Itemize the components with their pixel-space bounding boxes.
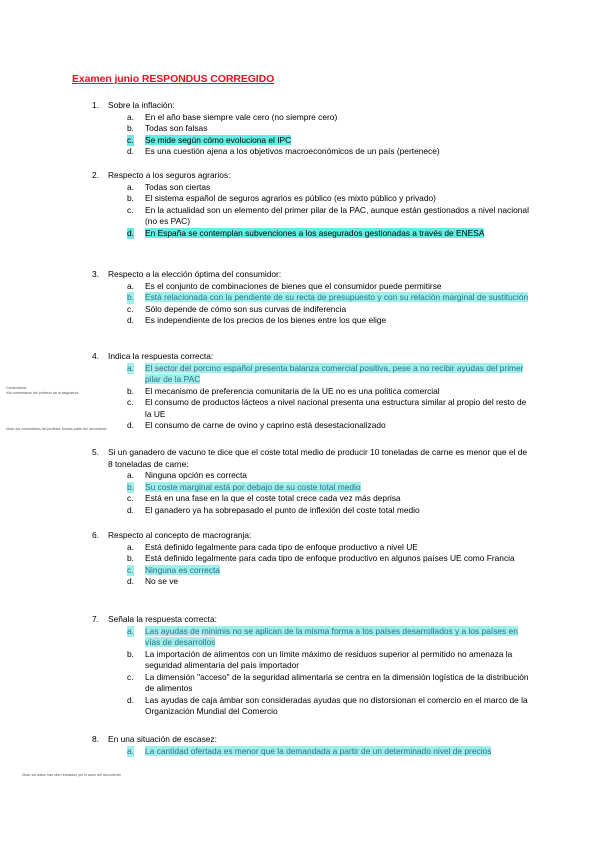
option (92, 505, 529, 517)
option-correct (92, 135, 529, 147)
option (92, 493, 529, 505)
side-comment-title: Comentarios (6, 386, 27, 390)
option-text: Se mide según cómo evoluciona el IPC (145, 134, 292, 145)
option (92, 386, 529, 398)
option-text: La cantidad ofertada es menor que la demandada a partir de un determinado nivel de precios (145, 745, 492, 756)
question-text: Sobre la inflación: (108, 100, 175, 110)
option-correct (92, 228, 529, 240)
option (92, 695, 529, 718)
option-text: El ganadero ya ha sobrepasado el punto de inflexión del coste total medio (145, 504, 420, 515)
option-letter: b. (127, 648, 134, 659)
option (92, 193, 529, 205)
option-text: Está definido legalmente para cada tipo de enfoque productivo a nivel UE (145, 541, 418, 552)
question-number: 7. (92, 614, 99, 624)
option-text: La dimensión "acceso" de la seguridad alimentaria se centra en la dimensión logística de la distribución de alimentos (145, 671, 529, 693)
option (92, 672, 529, 695)
option-list (92, 363, 532, 432)
side-comment-2-body: Nota: los comentarios del profesor forman parte del documento (6, 427, 107, 431)
option (92, 553, 529, 565)
option-list (92, 182, 532, 240)
option-list (92, 746, 532, 758)
option-list (92, 542, 532, 588)
question-1 (92, 100, 532, 158)
footnote: Nota: los datos han sido revisados por el autor del documento (22, 773, 121, 777)
question-8 (92, 734, 532, 757)
option (92, 112, 529, 124)
option (92, 420, 529, 432)
question-6 (92, 530, 532, 588)
option-list (92, 626, 532, 718)
option-letter: c. (127, 493, 134, 503)
option-letter: b. (127, 481, 134, 492)
option-text: En la actualidad son un elemento del primer pilar de la PAC, aunque están gestionados a nivel nacional (no es PAC) (145, 204, 529, 226)
option-correct (92, 292, 529, 304)
option-correct (92, 626, 529, 649)
option-text: Ninguna es correcta (145, 564, 220, 575)
option-correct (92, 746, 529, 758)
option-text: La importación de alimentos con un límite máximo de residuos superior al permitido no amenaza la seguridad alimentaria del país importador (145, 648, 513, 670)
option-letter: c. (127, 671, 134, 682)
option-letter: b. (127, 553, 134, 563)
question-3 (92, 269, 532, 327)
option-list (92, 112, 532, 158)
option-letter: a. (127, 280, 134, 291)
question-4 (92, 351, 532, 432)
option (92, 123, 529, 135)
option-letter: d. (127, 576, 134, 586)
option-letter: c. (127, 303, 134, 314)
option-text: El sector del porcino español presenta balanza comercial positiva, pese a no recibir ayudas del primer pilar de la PAC (145, 362, 524, 384)
option-letter: c. (127, 564, 134, 575)
question-text: Señala la respuesta correcta: (108, 614, 217, 624)
side-comment-body: Vía comentarios del profesor de la asignatura (6, 390, 79, 395)
question-7 (92, 614, 532, 718)
option-text: Las ayudas de minimis no se aplican de la misma forma a los países desarrollados y a los países en vías de desarrollos (145, 625, 518, 647)
question-text: Respecto al concepto de macrogranja: (108, 530, 252, 540)
question-5 (92, 447, 532, 516)
option (92, 576, 529, 588)
option (92, 304, 529, 316)
option-text: Es independiente de los precios de los bienes entre los que elige (145, 315, 387, 325)
question-number: 6. (92, 530, 99, 540)
option-text: En el año base siempre vale cero (no siempre cero) (145, 111, 338, 122)
question-number: 2. (92, 170, 99, 180)
option-letter: d. (127, 694, 134, 705)
question-number: 3. (92, 269, 99, 279)
page-title: Examen junio RESPONDUS CORREGIDO (72, 73, 275, 85)
option-letter: a. (127, 181, 134, 192)
option-text: El sistema español de seguros agrarios es público (es mixto público y privado) (145, 193, 436, 203)
option-text: En España se contemplan subvenciones a los asegurados gestionadas a través de ENESA (145, 227, 485, 238)
option (92, 281, 529, 293)
option-text: Está relacionada con la pendiente de su recta de presupuesto y con su relación marginal de sustitución (145, 292, 529, 302)
option-text: El mecanismo de preferencia comunitaria de la UE no es una política comercial (145, 385, 440, 396)
option-letter: d. (127, 504, 134, 515)
option-text: No se ve (145, 576, 179, 586)
question-number: 1. (92, 100, 99, 110)
option-text: Es el conjunto de combinaciones de bienes que el consumidor puede permitirse (145, 280, 442, 291)
option-text: El consumo de productos lácteos a nivel nacional presenta una estructura similar al propio del resto de la UE (145, 397, 527, 419)
question-number: 8. (92, 734, 99, 744)
option-letter: a. (127, 470, 134, 480)
option-letter: a. (127, 541, 134, 552)
question-text: Respecto a la elección óptima del consumidor: (108, 269, 282, 279)
option-text: Ninguna opción es correcta (145, 470, 247, 480)
question-2 (92, 170, 532, 239)
option (92, 315, 529, 327)
question-text: Si un ganadero de vacuno te dice que el coste total medio de producir 10 toneladas de carne es menor que el de 8 toneladas de carne: (108, 447, 528, 469)
option (92, 542, 529, 554)
option-letter: a. (127, 111, 134, 122)
question-text: En una situación de escasez: (108, 734, 217, 744)
option-text: Está en una fase en la que el coste total crece cada vez más deprisa (145, 493, 401, 503)
option (92, 182, 529, 194)
option-text: Sólo depende de cómo son sus curvas de indiferencia (145, 303, 347, 314)
option-letter: c. (127, 204, 134, 215)
option-letter: d. (127, 420, 134, 430)
option-list (92, 281, 532, 327)
option-text: Las ayudas de caja ámbar son consideradas ayudas que no distorsionan el comercio en el marco de la Organización Mundial del Comercio (145, 694, 528, 716)
option-list (92, 470, 532, 516)
option (92, 146, 529, 158)
option-letter: b. (127, 123, 134, 133)
option (92, 397, 529, 420)
option-letter: b. (127, 292, 134, 302)
question-text: Indica la respuesta correcta: (108, 351, 214, 361)
question-number: 5. (92, 447, 99, 457)
option-letter: d. (127, 146, 134, 156)
side-comment-2 (6, 427, 121, 432)
option-letter: c. (127, 397, 134, 407)
option-correct (92, 565, 529, 577)
option-letter: b. (127, 193, 134, 203)
option-text: Todas son falsas (145, 123, 208, 133)
option-letter: a. (127, 625, 134, 636)
question-number: 4. (92, 351, 99, 361)
option-text: Su coste marginal está por debajo de su coste total medio (145, 481, 361, 492)
option-letter: a. (127, 362, 134, 373)
option-letter: b. (127, 385, 134, 396)
option-text: El consumo de carne de ovino y caprino está desestacionalizado (145, 420, 386, 430)
option-letter: d. (127, 227, 134, 238)
option-letter: d. (127, 315, 134, 325)
question-text: Respecto a los seguros agrarios: (108, 170, 231, 180)
option (92, 470, 529, 482)
option-correct (92, 363, 529, 386)
side-comment (6, 386, 121, 395)
option-letter: a. (127, 745, 134, 756)
option (92, 205, 529, 228)
option-text: Todas son ciertas (145, 181, 211, 192)
option-letter: c. (127, 134, 134, 145)
option-text: Es una cuestión ajena a los objetivos macroeconómicos de un país (pertenece) (145, 146, 440, 156)
option (92, 649, 529, 672)
option-text: Está definido legalmente para cada tipo de enfoque productivo en algunos países UE como Francia (145, 553, 515, 563)
option-correct (92, 482, 529, 494)
